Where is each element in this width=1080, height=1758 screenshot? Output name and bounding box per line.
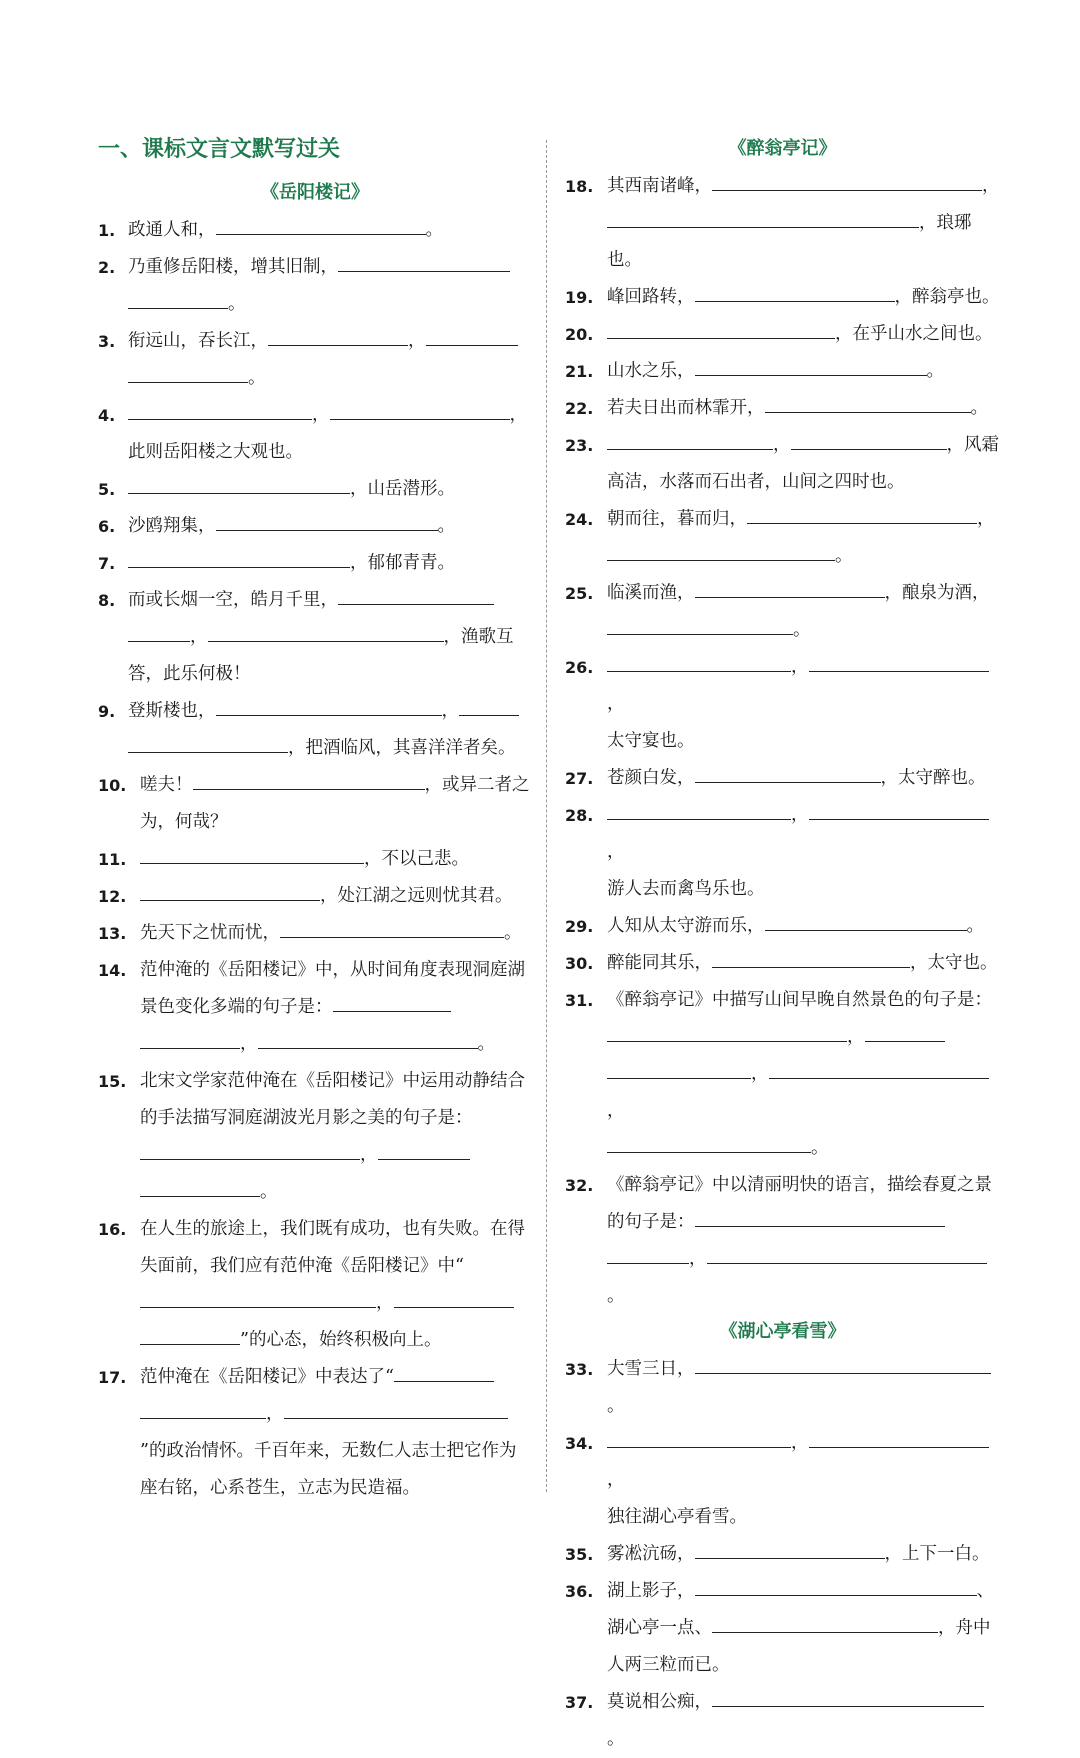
answer-blank[interactable]: [140, 1285, 376, 1308]
question-29: [565, 908, 1000, 945]
question-25: [565, 575, 1000, 649]
right-column: [565, 132, 1000, 1758]
question-30: [565, 945, 1000, 982]
question-text: 衔远山，吞长江，: [128, 331, 268, 351]
question-text: 。: [966, 916, 984, 936]
question-24: [565, 501, 1000, 575]
question-text: 登斯楼也，: [128, 701, 216, 721]
question-text: ，上下一白。: [884, 1544, 990, 1564]
question-4: [98, 397, 532, 471]
question-text: 。: [425, 220, 443, 240]
answer-blank[interactable]: [809, 797, 989, 820]
question-text: ，: [791, 1433, 809, 1453]
answer-blank[interactable]: [712, 945, 910, 968]
answer-blank[interactable]: [216, 508, 438, 531]
question-text: ，酿泉为酒，: [884, 583, 990, 603]
answer-blank[interactable]: [607, 427, 773, 450]
question-text: ，把酒临风，其喜洋洋者矣。: [288, 738, 516, 758]
question-number: 20.: [565, 325, 594, 344]
answer-blank[interactable]: [607, 316, 835, 339]
answer-blank[interactable]: [140, 1396, 266, 1419]
subtitle-yueyanglou: 《岳阳楼记》: [261, 182, 369, 203]
question-number: 29.: [565, 917, 594, 936]
question-text: ，: [791, 805, 809, 825]
question-text: ，风霜高洁，水落而石出者，山间之四时也。: [607, 435, 999, 492]
question-34: [565, 1425, 1000, 1536]
question-number: 35.: [565, 1545, 594, 1564]
answer-blank[interactable]: [268, 323, 408, 346]
question-number: 18.: [565, 177, 594, 196]
question-31: [565, 982, 1000, 1167]
question-text: 醉能同其乐，: [607, 953, 712, 973]
question-number: 3.: [98, 332, 116, 351]
question-text: 政通人和，: [128, 220, 216, 240]
answer-blank[interactable]: [128, 360, 248, 383]
answer-blank[interactable]: [695, 575, 885, 598]
answer-blank[interactable]: [607, 1241, 689, 1264]
question-21: [565, 353, 1000, 390]
question-text: ，: [360, 1145, 378, 1165]
question-number: 24.: [565, 510, 594, 529]
question-number: 25.: [565, 584, 594, 603]
question-number: 1.: [98, 221, 116, 240]
question-text: ，: [607, 842, 625, 862]
answer-blank[interactable]: [330, 397, 510, 420]
question-text: 。: [228, 294, 246, 314]
question-text: ，太守也。: [910, 953, 998, 973]
answer-blank[interactable]: [712, 1684, 984, 1707]
answer-blank[interactable]: [128, 397, 312, 420]
answer-blank[interactable]: [695, 1204, 945, 1227]
answer-blank[interactable]: [695, 353, 927, 376]
answer-blank[interactable]: [140, 1137, 360, 1160]
question-text: 其西南诸峰，: [607, 176, 712, 196]
answer-blank[interactable]: [765, 390, 971, 413]
question-text: 莫说相公痴，: [607, 1692, 712, 1712]
question-number: 2.: [98, 258, 116, 277]
question-text: ，: [689, 1249, 707, 1269]
question-5: [98, 471, 532, 508]
question-text: 嗟夫！: [140, 775, 193, 795]
question-text: 苍颜白发，: [607, 768, 695, 788]
answer-blank[interactable]: [394, 1359, 494, 1382]
question-text: 峰回路转，: [607, 287, 695, 307]
question-number: 26.: [565, 658, 594, 677]
column-divider: [546, 140, 547, 1492]
question-18: [565, 168, 1000, 279]
question-text: 。: [970, 398, 988, 418]
answer-blank[interactable]: [707, 1241, 987, 1264]
answer-blank[interactable]: [140, 841, 364, 864]
question-text: ，琅琊也。: [607, 213, 972, 270]
question-text: 《醉翁亭记》中以清丽明快的语言，描绘春夏之景的句子是：: [607, 1175, 992, 1232]
question-number: 31.: [565, 991, 594, 1010]
question-number: 17.: [98, 1368, 127, 1387]
question-number: 28.: [565, 806, 594, 825]
question-19: [565, 279, 1000, 316]
question-number: 15.: [98, 1072, 127, 1091]
answer-blank[interactable]: [338, 582, 494, 605]
question-17: [98, 1359, 532, 1507]
answer-blank[interactable]: [865, 1019, 945, 1042]
question-text: 。: [607, 1729, 625, 1749]
question-text: ，太守醉也。: [880, 768, 986, 788]
question-text: ，: [791, 657, 809, 677]
answer-blank[interactable]: [378, 1137, 470, 1160]
answer-blank[interactable]: [208, 619, 444, 642]
question-text: ，郁郁青青。: [350, 553, 455, 573]
question-14: [98, 952, 532, 1063]
question-15: [98, 1063, 532, 1211]
question-text: 。: [504, 923, 522, 943]
question-text: 在人生的旅途上，我们既有成功，也有失败。在得失面前，我们应有范仲淹《岳阳楼记》中“: [140, 1219, 525, 1276]
question-number: 14.: [98, 961, 127, 980]
left-column: [98, 132, 532, 1507]
question-37: [565, 1684, 1000, 1758]
question-20: [565, 316, 1000, 353]
question-text: 。: [437, 516, 455, 536]
question-text: ，处江湖之远则忧其君。: [320, 886, 513, 906]
answer-blank[interactable]: [769, 1056, 989, 1079]
question-number: 36.: [565, 1582, 594, 1601]
question-text: ，: [607, 1101, 625, 1121]
question-text: 。: [793, 620, 811, 640]
question-number: 12.: [98, 887, 127, 906]
answer-blank[interactable]: [695, 1536, 885, 1559]
question-22: [565, 390, 1000, 427]
answer-blank[interactable]: [607, 1130, 811, 1153]
question-text: ，: [266, 1404, 284, 1424]
answer-blank[interactable]: [216, 693, 442, 716]
question-text: 沙鸥翔集，: [128, 516, 216, 536]
answer-blank[interactable]: [695, 1573, 977, 1596]
question-text: 。: [607, 1286, 625, 1306]
question-number: 10.: [98, 776, 127, 795]
answer-blank[interactable]: [765, 908, 967, 931]
question-text: ，: [312, 405, 330, 425]
question-text: 《醉翁亭记》中描写山间早晚自然景色的句子是：: [607, 990, 992, 1010]
question-text: 。: [477, 1034, 495, 1054]
question-text: ，: [607, 694, 625, 714]
answer-blank[interactable]: [712, 168, 982, 191]
question-text: ，: [441, 701, 459, 721]
question-number: 8.: [98, 591, 116, 610]
question-11: [98, 841, 532, 878]
answer-blank[interactable]: [459, 693, 519, 716]
question-8: [98, 582, 532, 693]
question-28: [565, 797, 1000, 908]
question-text: ，醉翁亭也。: [894, 287, 1000, 307]
question-36: [565, 1573, 1000, 1684]
answer-blank[interactable]: [695, 760, 881, 783]
question-text: 范仲淹的《岳阳楼记》中，从时间角度表现洞庭湖景色变化多端的句子是：: [140, 960, 525, 1017]
answer-blank[interactable]: [607, 612, 793, 635]
question-text: 此则岳阳楼之大观也。: [128, 442, 303, 462]
question-32: [565, 1167, 1000, 1315]
answer-blank[interactable]: [128, 471, 350, 494]
question-number: 19.: [565, 288, 594, 307]
answer-blank[interactable]: [607, 649, 791, 672]
answer-blank[interactable]: [128, 545, 350, 568]
answer-blank[interactable]: [338, 249, 510, 272]
question-text: 。: [926, 361, 944, 381]
question-number: 23.: [565, 436, 594, 455]
answer-blank[interactable]: [394, 1285, 514, 1308]
question-text: 。: [835, 546, 853, 566]
question-text: 人知从太守游而乐，: [607, 916, 765, 936]
answer-blank[interactable]: [809, 1425, 989, 1448]
question-text: 湖上影子，: [607, 1581, 695, 1601]
answer-blank[interactable]: [809, 649, 989, 672]
answer-blank[interactable]: [140, 878, 320, 901]
answer-blank[interactable]: [426, 323, 518, 346]
question-number: 11.: [98, 850, 127, 869]
question-number: 32.: [565, 1176, 594, 1195]
answer-blank[interactable]: [607, 797, 791, 820]
question-text: 太守宴也。: [607, 731, 695, 751]
question-16: [98, 1211, 532, 1359]
answer-blank[interactable]: [607, 1056, 751, 1079]
question-number: 21.: [565, 362, 594, 381]
question-7: [98, 545, 532, 582]
question-text: 。: [811, 1138, 829, 1158]
question-text: ，渔歌互答，此乐何极！: [128, 627, 514, 684]
question-26: [565, 649, 1000, 760]
answer-blank[interactable]: [140, 1026, 240, 1049]
answer-blank[interactable]: [140, 1322, 240, 1345]
question-text: ，不以己悲。: [364, 849, 469, 869]
question-27: [565, 760, 1000, 797]
question-text: ，: [240, 1034, 258, 1054]
question-text: 北宋文学家范仲淹在《岳阳楼记》中运用动静结合的手法描写洞庭湖波光月影之美的句子是：: [140, 1071, 525, 1128]
question-number: 27.: [565, 769, 594, 788]
answer-blank[interactable]: [193, 767, 425, 790]
answer-blank[interactable]: [216, 212, 426, 235]
question-text: 而或长烟一空，皓月千里，: [128, 590, 338, 610]
question-number: 16.: [98, 1220, 127, 1239]
question-text: 朝而往，暮而归，: [607, 509, 747, 529]
answer-blank[interactable]: [128, 619, 190, 642]
question-text: 。: [260, 1182, 278, 1202]
question-2: [98, 249, 532, 323]
question-text: 独往湖心亭看雪。: [607, 1507, 747, 1527]
question-33: [565, 1351, 1000, 1425]
question-text: 先天下之忧而忧，: [140, 923, 280, 943]
question-text: ，山岳潜形。: [350, 479, 455, 499]
answer-blank[interactable]: [128, 286, 228, 309]
question-text: 范仲淹在《岳阳楼记》中表达了“: [140, 1367, 394, 1387]
question-text: ，在乎山水之间也。: [835, 324, 993, 344]
question-text: 临溪而渔，: [607, 583, 695, 603]
question-text: ，: [847, 1027, 865, 1047]
answer-blank[interactable]: [791, 427, 947, 450]
question-number: 30.: [565, 954, 594, 973]
section-title: 一、课标文言文默写过关: [98, 137, 341, 162]
question-text: 、湖心亭一点、: [607, 1581, 994, 1638]
answer-blank[interactable]: [695, 1351, 991, 1374]
question-number: 4.: [98, 406, 116, 425]
question-12: [98, 878, 532, 915]
answer-blank[interactable]: [333, 989, 451, 1012]
question-text: 山水之乐，: [607, 361, 695, 381]
answer-blank[interactable]: [695, 279, 895, 302]
answer-blank[interactable]: [607, 1019, 847, 1042]
question-number: 9.: [98, 702, 116, 721]
subtitle-zuiwengting: 《醉翁亭记》: [728, 138, 837, 159]
answer-blank[interactable]: [284, 1396, 508, 1419]
question-9: [98, 693, 532, 767]
question-text: ，: [509, 405, 527, 425]
answer-blank[interactable]: [258, 1026, 478, 1049]
question-text: ，或异二者之为，何哉？: [140, 775, 530, 832]
question-text: ，: [751, 1064, 769, 1084]
question-35: [565, 1536, 1000, 1573]
question-text: ”的心态，始终积极向上。: [240, 1330, 442, 1350]
question-text: ，: [982, 176, 1000, 196]
question-text: ，: [376, 1293, 394, 1313]
answer-blank[interactable]: [128, 730, 288, 753]
question-text: 。: [607, 1396, 625, 1416]
question-number: 6.: [98, 517, 116, 536]
question-6: [98, 508, 532, 545]
question-text: ，: [408, 331, 426, 351]
question-text: ，: [773, 435, 791, 455]
question-text: ，舟中人两三粒而已。: [607, 1618, 991, 1675]
question-text: 乃重修岳阳楼，增其旧制，: [128, 257, 338, 277]
question-number: 13.: [98, 924, 127, 943]
subtitle-huxinting: 《湖心亭看雪》: [719, 1321, 846, 1342]
question-number: 22.: [565, 399, 594, 418]
question-1: [98, 212, 532, 249]
question-23: [565, 427, 1000, 501]
question-number: 34.: [565, 1434, 594, 1453]
question-number: 37.: [565, 1693, 594, 1712]
question-text: 。: [248, 368, 266, 388]
answer-blank[interactable]: [712, 1610, 938, 1633]
question-text: 若夫日出而林霏开，: [607, 398, 765, 418]
question-text: 游人去而禽鸟乐也。: [607, 879, 765, 899]
question-text: ，: [190, 627, 208, 647]
answer-blank[interactable]: [607, 538, 835, 561]
question-number: 5.: [98, 480, 116, 499]
question-text: ，: [977, 509, 995, 529]
question-text: 雾凇沆砀，: [607, 1544, 695, 1564]
answer-blank[interactable]: [140, 1174, 260, 1197]
question-3: [98, 323, 532, 397]
answer-blank[interactable]: [280, 915, 504, 938]
answer-blank[interactable]: [747, 501, 977, 524]
question-13: [98, 915, 532, 952]
question-10: [98, 767, 532, 841]
answer-blank[interactable]: [607, 1425, 791, 1448]
question-text: ”的政治情怀。千百年来，无数仁人志士把它作为座右铭，心系苍生，立志为民造福。: [140, 1441, 517, 1498]
question-number: 7.: [98, 554, 116, 573]
answer-blank[interactable]: [607, 205, 919, 228]
question-text: 大雪三日，: [607, 1359, 695, 1379]
question-text: ，: [607, 1470, 625, 1490]
question-number: 33.: [565, 1360, 594, 1379]
